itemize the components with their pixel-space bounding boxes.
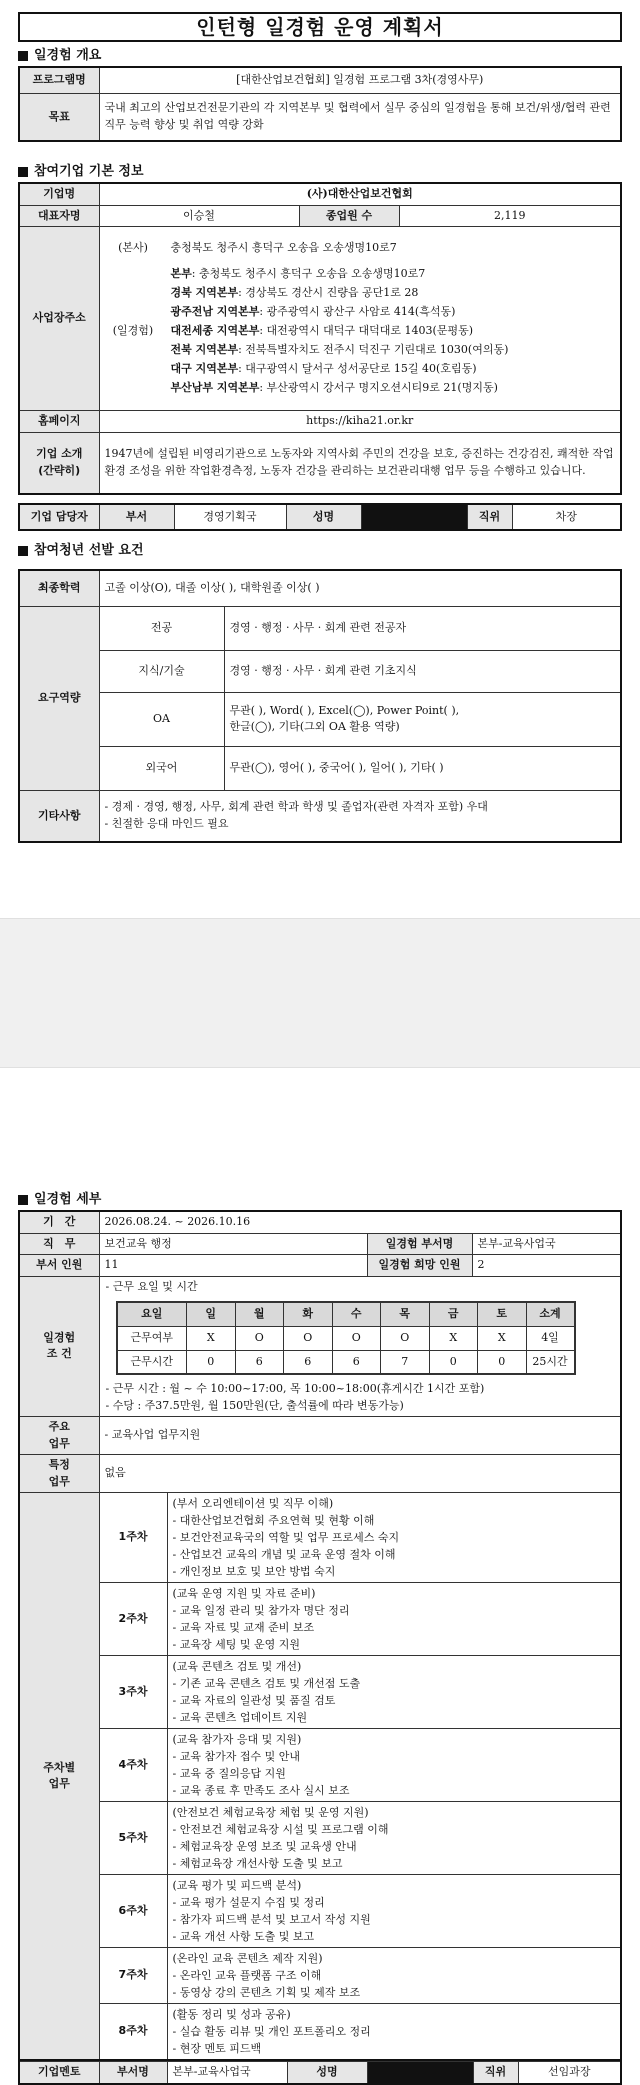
schedule-cell: 금: [429, 1302, 478, 1326]
company-name-label: 기업명: [19, 183, 99, 205]
section-detail-heading: 일경험 세부: [18, 1190, 622, 1210]
intro-label: 기업 소개 (간략히): [19, 432, 99, 494]
rep-value: 이승철: [99, 205, 299, 227]
task-line: - 안전보건 체험교육장 시설 및 프로그램 이해: [172, 1823, 389, 1836]
week-label: 3주차: [99, 1656, 167, 1729]
etc-label: 기타사항: [19, 790, 99, 842]
schedule-cell: 0: [429, 1350, 478, 1374]
week-row: [19, 1583, 621, 1656]
knowledge-value: 경영 · 행정 · 사무 · 회계 관련 기초지식: [224, 650, 621, 692]
mentor-position-label: 직위: [473, 2062, 518, 2084]
branch-addr: : 대구광역시 달서구 성서공단로 15길 40(호림동): [238, 362, 477, 376]
language-label: 외국어: [99, 746, 224, 790]
contact-name-redacted: [361, 504, 467, 530]
page-1: [0, 0, 640, 918]
week-tasks: [167, 1493, 621, 1583]
rep-label: 대표자명: [19, 205, 99, 227]
task-line: - 대한산업보건협회 주요연혁 및 현황 이해: [172, 1514, 375, 1527]
schedule-cell: 근무여부: [117, 1326, 187, 1350]
task-line: - 동영상 강의 콘텐츠 기획 및 제작 보조: [172, 1986, 361, 1999]
schedule-cell: 목: [381, 1302, 430, 1326]
schedule-cell: 소계: [526, 1302, 575, 1326]
knowledge-label: 지식/기술: [99, 650, 224, 692]
schedule-cell: X: [429, 1326, 478, 1350]
schedule-cell: 6: [284, 1350, 333, 1374]
schedule-cell: 요일: [117, 1302, 187, 1326]
week-label: 5주차: [99, 1802, 167, 1875]
task-line: - 온라인 교육 플랫폼 구조 이해: [172, 1969, 322, 1982]
branch-addr: : 광주광역시 광산구 사암로 414(흑석동): [259, 305, 456, 319]
task-line: - 교육 평가 설문지 수집 및 정리: [172, 1896, 325, 1909]
schedule-cell: O: [235, 1326, 284, 1350]
branch-address: [171, 378, 509, 397]
schedule-cell: O: [381, 1326, 430, 1350]
task-line: (교육 평가 및 피드백 분석): [172, 1879, 302, 1892]
language-value: 무관(◯), 영어( ), 중국어( ), 일어( ), 기타( ): [224, 746, 621, 790]
schedule-cell: 25시간: [526, 1350, 575, 1374]
task-line: (교육 콘텐츠 검토 및 개선): [172, 1660, 302, 1673]
schedule-cell: 0: [478, 1350, 527, 1374]
branch-addr: : 경상북도 경산시 진량읍 공단1로 28: [238, 286, 419, 300]
condition-label: 일경험 조 건: [19, 1276, 99, 1417]
contact-dept-label: 부서: [99, 504, 174, 530]
schedule-cell: 화: [284, 1302, 333, 1326]
page-2: [0, 1068, 640, 2078]
task-line: (교육 참가자 응대 및 지원): [172, 1733, 302, 1746]
week-row: [19, 1493, 621, 1583]
company-table: [18, 182, 622, 495]
week-label: 7주차: [99, 1948, 167, 2004]
task-line: - 교육 참가자 접수 및 안내: [172, 1750, 300, 1763]
duty-value: 보건교육 행정: [99, 1233, 367, 1255]
overview-table: [18, 66, 622, 142]
task-line: (안전보건 체험교육장 체험 및 운영 지원): [172, 1806, 369, 1819]
schedule-cell: O: [332, 1326, 381, 1350]
contact-dept-value: 경영기획국: [174, 504, 286, 530]
goal-value: 국내 최고의 산업보건전문기관의 각 지역본부 및 협력에서 실무 중심의 일경험을 통해 보건/위생/협력 관련 직무 능력 향상 및 취업 역량 강화: [99, 93, 621, 141]
schedule-hours-row: [117, 1350, 575, 1374]
week-tasks: [167, 1729, 621, 1802]
program-label: 프로그램명: [19, 67, 99, 93]
branch-addr: : 충청북도 청주시 흥덕구 오송읍 오송생명10로7: [191, 267, 426, 281]
task-line: (활동 정리 및 성과 공유): [172, 2008, 291, 2021]
schedule-cell: 근무시간: [117, 1350, 187, 1374]
branch-name: 경북 지역본부: [170, 286, 239, 300]
branch-addr: : 부산광역시 강서구 명지오션시티9로 21(명지동): [259, 381, 498, 395]
task-line: - 실습 활동 리뷰 및 개인 포트폴리오 정리: [172, 2025, 371, 2038]
program-value: [대한산업보건협회] 일경험 프로그램 3차(경영사무): [99, 67, 621, 93]
branch-name: 광주전남 지역본부: [170, 305, 260, 319]
homepage-label: 홈페이지: [19, 411, 99, 433]
schedule-cell: 4일: [526, 1326, 575, 1350]
week-label: 1주차: [99, 1493, 167, 1583]
want-value: 2: [472, 1255, 621, 1277]
bullet-square-icon: [18, 546, 28, 556]
oa-value: 무관( ), Word( ), Excel(◯), Power Point( ), 한글(◯), 기타(그외 OA 활용 역량): [224, 692, 621, 746]
week-row: [19, 1802, 621, 1875]
contact-table: [18, 503, 622, 531]
branch-address: [171, 321, 509, 340]
schedule-cell: 7: [381, 1350, 430, 1374]
schedule-cell: 토: [478, 1302, 527, 1326]
week-row: [19, 2004, 621, 2061]
task-line: - 체험교육장 개선사항 도출 및 보고: [172, 1857, 343, 1870]
task-line: - 체험교육장 운영 보조 및 교육생 안내: [172, 1840, 357, 1853]
major-value: 경영 · 행정 · 사무 · 회계 관련 전공자: [224, 606, 621, 650]
mentor-dept-label: 부서명: [99, 2062, 167, 2084]
oa-label: OA: [99, 692, 224, 746]
task-line: (교육 운영 지원 및 자료 준비): [172, 1587, 316, 1600]
condition-pay: - 수당 : 주37.5만원, 월 150만원(단, 출석률에 따라 변동가능): [105, 1398, 404, 1412]
week-row: [19, 1875, 621, 1948]
mentor-name-label: 성명: [287, 2062, 367, 2084]
task-line: - 참가자 피드백 분석 및 보고서 작성 지원: [172, 1913, 371, 1926]
schedule-cell: 0: [187, 1350, 236, 1374]
branch-list: [171, 264, 509, 397]
address-label: 사업장주소: [19, 227, 99, 411]
document-title: 인턴형 일경험 운영 계획서: [18, 12, 622, 42]
period-value: 2026.08.24. ~ 2026.10.16: [99, 1211, 621, 1233]
etc-value: - 경제 · 경영, 행정, 사무, 회계 관련 학과 학생 및 졸업자(관련 자격자 포함) 우대 - 친절한 응대 마인드 필요: [99, 790, 621, 842]
duty-label: 직 무: [19, 1233, 99, 1255]
schedule-cell: 6: [332, 1350, 381, 1374]
week-row: [19, 1948, 621, 2004]
contact-position-label: 직위: [467, 504, 512, 530]
schedule-cell: 수: [332, 1302, 381, 1326]
task-line: - 보건안전교육국의 역할 및 업무 프로세스 숙지: [172, 1531, 400, 1544]
schedule-cell: 6: [235, 1350, 284, 1374]
schedule-cell: O: [284, 1326, 333, 1350]
branch-address: [171, 283, 509, 302]
mentor-name-redacted: [367, 2062, 473, 2084]
bullet-square-icon: [18, 1195, 28, 1205]
week-label: 2주차: [99, 1583, 167, 1656]
employee-count-label: 종업원 수: [299, 205, 399, 227]
schedule-cell: X: [478, 1326, 527, 1350]
branch-name: 본부: [170, 267, 192, 281]
contact-name-label: 성명: [286, 504, 361, 530]
branch-address: [171, 302, 509, 321]
task-line: - 교육 중 질의응답 지원: [172, 1767, 286, 1780]
task-line: - 교육 콘텐츠 업데이트 지원: [172, 1711, 308, 1724]
task-line: - 교육 일정 관리 및 참가자 명단 정리: [172, 1604, 350, 1617]
task-line: (부서 오리엔테이션 및 직무 이해): [172, 1497, 334, 1510]
main-duty-value: - 교육사업 업무지원: [99, 1417, 621, 1455]
edu-value: 고졸 이상(O), 대졸 이상( ), 대학원졸 이상( ): [99, 570, 621, 606]
special-duty-label: 특정 업무: [19, 1455, 99, 1493]
week-tasks: [167, 1948, 621, 2004]
bullet-square-icon: [18, 167, 28, 177]
branch-address: [171, 340, 509, 359]
branch-addr: : 전북특별자치도 전주시 덕진구 기린대로 1030(여의동): [238, 343, 509, 357]
condition-cell: [99, 1276, 621, 1417]
goal-label: 목표: [19, 93, 99, 141]
task-line: - 개인정보 보호 및 보안 방법 숙지: [172, 1565, 336, 1578]
special-duty-value: 없음: [99, 1455, 621, 1493]
period-label: 기 간: [19, 1211, 99, 1233]
task-line: - 교육장 세팅 및 운영 지원: [172, 1638, 300, 1651]
condition-time: - 근무 시간 : 월 ~ 수 10:00~17:00, 목 10:00~18:00(휴게시간 1시간 포함): [105, 1382, 485, 1395]
contact-label: 기업 담당자: [19, 504, 99, 530]
main-duty-label: 주요 업무: [19, 1417, 99, 1455]
week-label: 8주차: [99, 2004, 167, 2061]
detail-table: [18, 1210, 622, 2061]
edu-label: 최종학력: [19, 570, 99, 606]
branch-name: 대구 지역본부: [170, 362, 239, 376]
mentor-table: [18, 2061, 622, 2085]
mentor-position-value: 선임과장: [518, 2062, 621, 2084]
task-line: - 교육 자료 및 교재 준비 보조: [172, 1621, 315, 1634]
employee-count-value: 2,119: [399, 205, 621, 227]
task-line: - 산업보건 교육의 개념 및 교육 운영 절차 이해: [172, 1548, 396, 1561]
branch-address: [171, 359, 509, 378]
section-requirements-heading: 참여청년 선발 요건: [18, 541, 622, 561]
schedule-header-row: [117, 1302, 575, 1326]
dept-value: 본부-교육사업국: [472, 1233, 621, 1255]
branch-name: 전북 지역본부: [170, 343, 239, 357]
task-line: - 기존 교육 콘텐츠 검토 및 개선점 도출: [172, 1677, 361, 1690]
branch-name: 부산남부 지역본부: [170, 381, 260, 395]
weekly-tasks: [19, 1493, 621, 2061]
field-addresses: (일경험) 본부: 충청북도 청주시 흥덕구 오송읍 오송생명10로7 경북 지역본부: 경상북도 경산시 진량읍 공단1로 28 광주전남 지역본부: 광주광역시 광산구 사암로 414(흑석동) 대전세종 지역본부: 대전광역시 대덕구 대덕대로 1403(문평동) 전북 지역본부: 전북특별자치도 전주시 덕진구 기린대로 1030(여의동) 대구 지역본부: 대구광역시 달서구 성서공단로 15길 40(호림동) 부산남부 지역본부: 부산광역시 강서구 명지오션시티9로 21(명지동): [106, 264, 615, 397]
schedule-workday-row: [117, 1326, 575, 1350]
staff-value: 11: [99, 1255, 367, 1277]
week-tasks: [167, 2004, 621, 2061]
schedule-cell: X: [187, 1326, 236, 1350]
bullet-square-icon: [18, 51, 28, 61]
schedule-cell: 일: [187, 1302, 236, 1326]
mentor-label: 기업멘토: [19, 2062, 99, 2084]
staff-label: 부서 인원: [19, 1255, 99, 1277]
section-company-heading: 참여기업 기본 정보: [18, 162, 622, 182]
address-cell: [99, 227, 621, 411]
page-gap: [0, 918, 640, 1068]
company-name-value: (사)대한산업보건협회: [99, 183, 621, 205]
task-line: - 교육 종료 후 만족도 조사 실시 보조: [172, 1784, 350, 1797]
schedule-table: [116, 1301, 576, 1375]
want-label: 일경험 희망 인원: [367, 1255, 472, 1277]
major-label: 전공: [99, 606, 224, 650]
week-tasks: [167, 1875, 621, 1948]
week-tasks: [167, 1583, 621, 1656]
week-label: 6주차: [99, 1875, 167, 1948]
weekly-label: 주차별 업무: [19, 1493, 99, 2061]
competency-label: 요구역량: [19, 606, 99, 790]
task-line: - 현장 멘토 피드백: [172, 2042, 262, 2055]
contact-position-value: 차장: [512, 504, 621, 530]
hq-address: (본사) 충청북도 청주시 흥덕구 오송읍 오송생명10로7: [118, 240, 397, 254]
dept-label: 일경험 부서명: [367, 1233, 472, 1255]
week-row: [19, 1729, 621, 1802]
homepage-value[interactable]: https://kiha21.or.kr: [99, 411, 621, 433]
schedule-cell: 월: [235, 1302, 284, 1326]
week-label: 4주차: [99, 1729, 167, 1802]
mentor-dept-value: 본부-교육사업국: [167, 2062, 287, 2084]
section-overview-heading: 일경험 개요: [18, 46, 622, 66]
requirements-table: [18, 569, 622, 843]
condition-heading: - 근무 요일 및 시간: [105, 1279, 198, 1293]
branch-addr: : 대전광역시 대덕구 대덕대로 1403(문평동): [259, 324, 474, 338]
branch-name: 대전세종 지역본부: [170, 324, 260, 338]
week-tasks: [167, 1802, 621, 1875]
task-line: (온라인 교육 콘텐츠 제작 지원): [172, 1952, 323, 1965]
branch-address: [171, 264, 509, 283]
task-line: - 교육 개선 사항 도출 및 보고: [172, 1930, 315, 1943]
week-tasks: [167, 1656, 621, 1729]
week-row: [19, 1656, 621, 1729]
intro-value: 1947년에 설립된 비영리기관으로 노동자와 지역사회 주민의 건강을 보호, 증진하는 건강검진, 쾌적한 작업환경 조성을 위한 작업환경측정, 노동자 건강을 관리하는 보건관리대행 업무 등을 수행하고 있습니다.: [99, 432, 621, 494]
task-line: - 교육 자료의 일관성 및 품질 검토: [172, 1694, 336, 1707]
